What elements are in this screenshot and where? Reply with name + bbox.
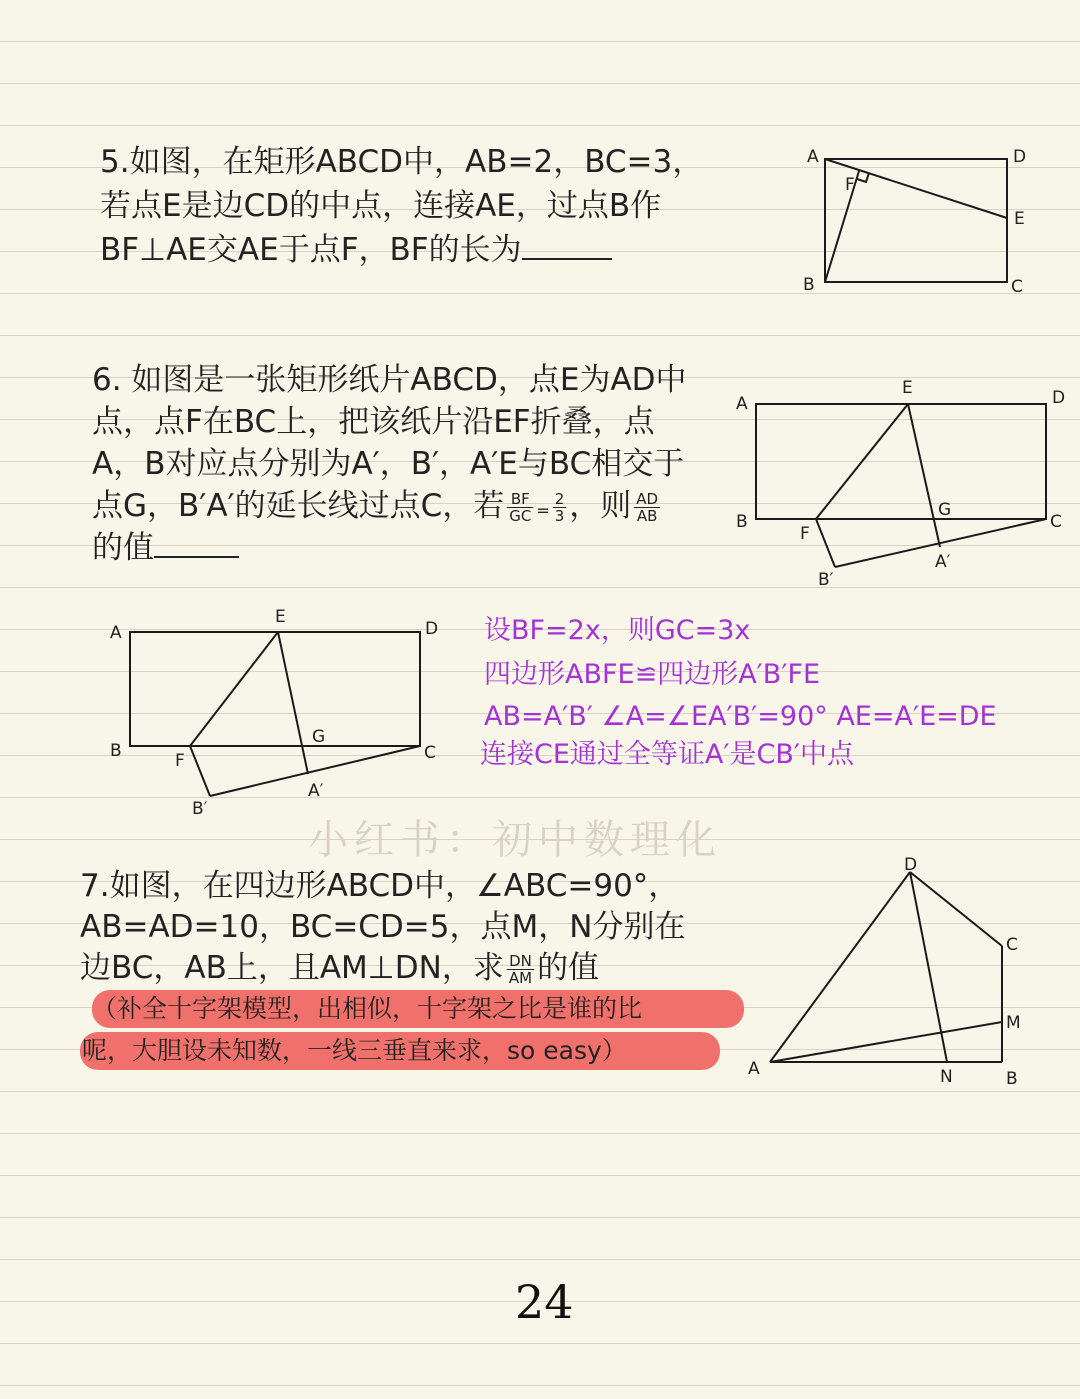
solution6-line2: 四边形ABFE≌四边形A′B′FE	[484, 659, 821, 690]
label-E: E	[1014, 209, 1025, 229]
label-B: B	[803, 275, 815, 295]
label-F: F	[800, 524, 810, 544]
label-A-prime: A′	[935, 552, 951, 572]
label-F: F	[175, 751, 185, 771]
problem6-line5: 的值	[92, 526, 239, 570]
fraction-dn-am: $\frac{DN}{AM}$	[508, 952, 533, 987]
problem5-line3: BF⊥AE交AE于点F，BF的长为	[100, 228, 612, 272]
solution6-figure	[100, 600, 450, 820]
page-number: 24	[515, 1275, 574, 1329]
solution6-line1: 设BF=2x，则GC=3x	[484, 615, 751, 646]
fraction-ad-ab: $\frac{AD}{AB}$	[636, 490, 659, 525]
label-D: D	[425, 619, 439, 639]
problem7-figure	[740, 850, 1040, 1095]
problem6-line3: A，B对应点分别为A′，B′，A′E与BC相交于	[92, 446, 685, 482]
label-G: G	[938, 500, 952, 520]
problem7-line3: 边BC，AB上，且AM⊥DN，求 $\frac{DN}{AM}$ 的值	[80, 950, 600, 987]
label-A: A	[807, 147, 819, 167]
label-A: A	[736, 394, 748, 414]
label-B-prime: B′	[818, 570, 834, 590]
label-C: C	[1006, 935, 1018, 955]
problem7-note2: 呢，大胆设未知数，一线三垂直来求，so easy）	[82, 1036, 627, 1065]
watermark: 小红书：初中数理化	[308, 817, 722, 863]
problem6-line1: 6. 如图是一张矩形纸片ABCD，点E为AD中	[92, 362, 687, 398]
solution6-line4: 连接CE通过全等证A′是CB′中点	[480, 739, 855, 770]
label-G: G	[312, 727, 326, 747]
problem5-line1: 5.如图，在矩形ABCD中，AB=2，BC=3，	[100, 144, 704, 180]
problem7-note1: （补全十字架模型，出相似，十字架之比是谁的比	[92, 994, 643, 1023]
label-F: F	[845, 175, 855, 195]
label-B: B	[110, 741, 122, 761]
label-C: C	[1050, 512, 1062, 532]
label-B-prime: B′	[192, 799, 208, 819]
label-B: B	[1006, 1069, 1018, 1089]
label-A: A	[748, 1059, 760, 1079]
label-D: D	[904, 855, 918, 875]
label-B: B	[736, 512, 748, 532]
problem6-line4: 点G，B′A′的延长线过点C，若 $\frac{BF}{GC}$ = $\frac{2}{3}$ ，则 $\frac{AD}{AB}$	[92, 488, 659, 525]
label-A-prime: A′	[308, 781, 324, 801]
label-D: D	[1013, 147, 1027, 167]
label-E: E	[275, 607, 286, 627]
label-E: E	[902, 378, 913, 398]
label-C: C	[424, 743, 436, 763]
problem7-line1: 7.如图，在四边形ABCD中，∠ABC=90°，	[80, 868, 680, 904]
problem5-line2: 若点E是边CD的中点，连接AE，过点B作	[100, 188, 662, 224]
fraction-2-3: $\frac{2}{3}$	[554, 490, 565, 525]
solution6-line3: AB=A′B′ ∠A=∠EA′B′=90° AE=A′E=DE	[484, 701, 997, 732]
label-N: N	[940, 1067, 953, 1087]
label-M: M	[1006, 1013, 1021, 1033]
label-A: A	[110, 623, 122, 643]
fraction-bf-gc: $\frac{BF}{GC}$	[509, 490, 532, 525]
label-C: C	[1011, 277, 1023, 297]
label-D: D	[1052, 388, 1066, 408]
problem7-line2: AB=AD=10，BC=CD=5，点M，N分别在	[80, 909, 686, 945]
problem6-figure	[730, 375, 1070, 595]
problem5-figure	[795, 140, 1045, 305]
problem6-line2: 点，点F在BC上，把该纸片沿EF折叠，点	[92, 404, 655, 440]
answer-blank	[522, 228, 612, 260]
answer-blank	[154, 526, 239, 558]
